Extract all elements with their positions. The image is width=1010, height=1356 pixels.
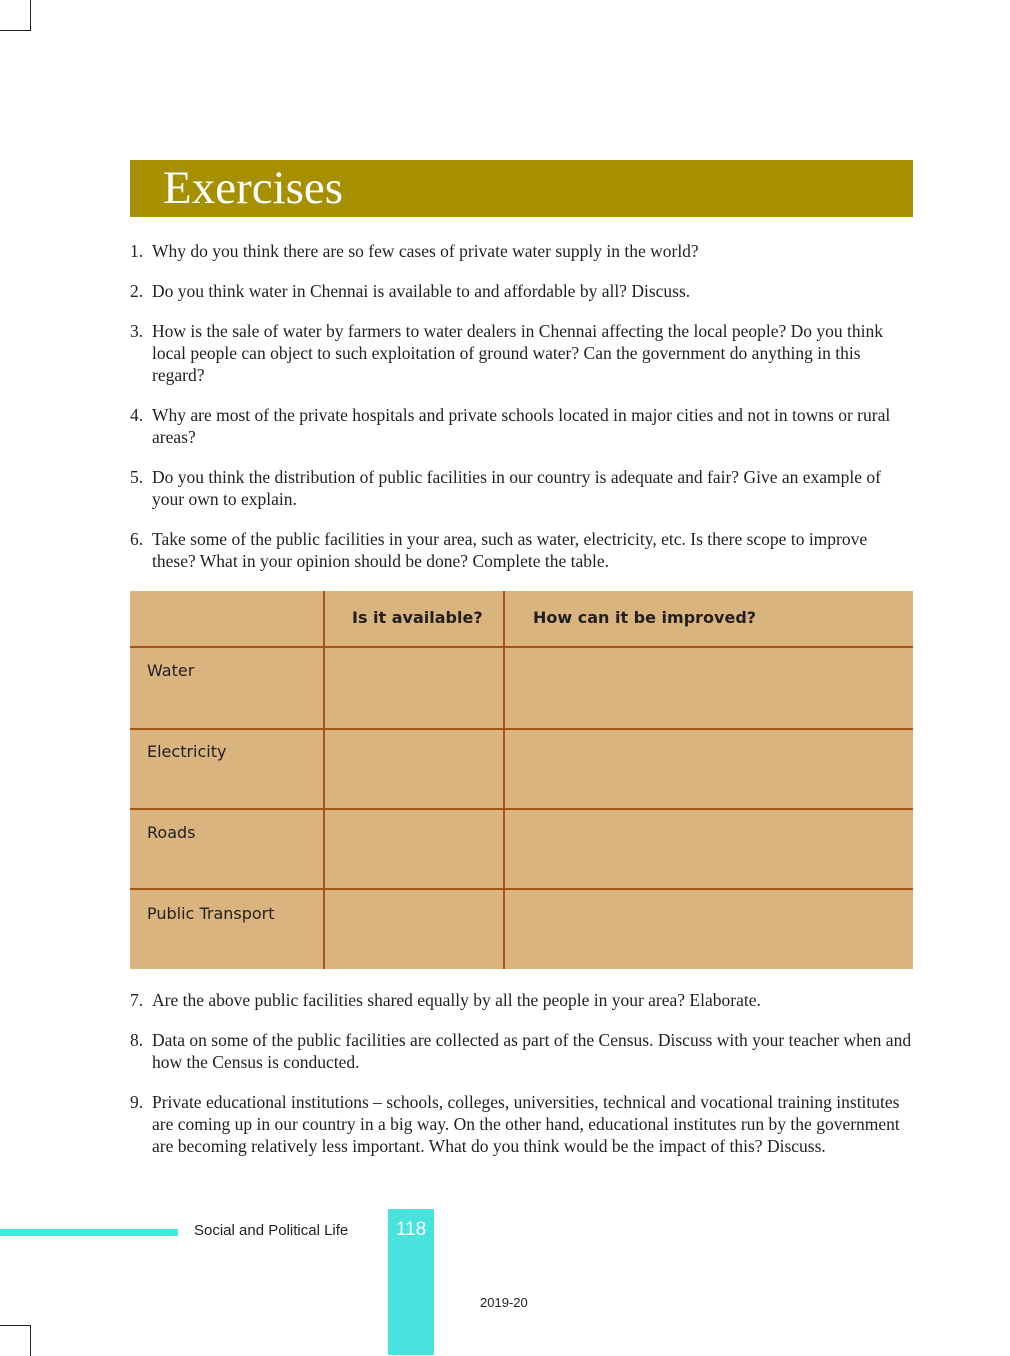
exercise-item [130, 404, 913, 448]
table-row-rule [130, 646, 913, 648]
exercise-number: 6. [130, 529, 144, 549]
exercise-item [130, 528, 913, 572]
table-row-label: Public Transport [147, 904, 275, 923]
exercise-number: 4. [130, 405, 144, 425]
exercise-item [130, 989, 913, 1011]
exercise-text: Do you think the distribution of public facilities in our country is adequate and fair? Give an example of your own to explain. [152, 467, 881, 509]
exercise-list-top [130, 240, 913, 590]
exercise-text: Are the above public facilities shared equally by all the people in your area? Elaborate. [152, 990, 761, 1010]
footer-accent-bar [0, 1229, 178, 1236]
section-title: Exercises [163, 162, 344, 214]
exercise-text: How is the sale of water by farmers to water dealers in Chennai affecting the local people? Do you think local people can object to such exploitation of ground water? Can the government do anything in this regard? [152, 321, 884, 385]
exercise-number: 2. [130, 281, 144, 301]
exercise-number: 7. [130, 990, 144, 1010]
exercise-item [130, 320, 913, 386]
exercise-number: 3. [130, 321, 144, 341]
section-banner [130, 160, 913, 217]
table-header-availability: Is it available? [352, 608, 483, 627]
crop-mark-top [0, 0, 31, 31]
exercise-text: Do you think water in Chennai is available to and affordable by all? Discuss. [152, 281, 691, 301]
table-row-label: Roads [147, 823, 196, 842]
exercise-text: Why do you think there are so few cases of private water supply in the world? [152, 241, 699, 261]
exercise-item [130, 280, 913, 302]
exercise-number: 8. [130, 1030, 144, 1050]
exercise-text: Take some of the public facilities in your area, such as water, electricity, etc. Is there scope to improve these? What in your opinion should be done? Complete the table. [152, 529, 868, 571]
table-row-rule [130, 808, 913, 810]
crop-mark-bottom [0, 1325, 31, 1356]
page-number: 118 [395, 1219, 427, 1240]
page-number-tab [388, 1209, 434, 1355]
exercise-text: Why are most of the private hospitals and private schools located in major cities and not in towns or rural areas? [152, 405, 891, 447]
exercise-list-bottom [130, 989, 913, 1175]
exercise-number: 1. [130, 241, 144, 261]
exercise-text: Private educational institutions – schools, colleges, universities, technical and vocational training institutes are coming up in our country in a big way. On the other hand, educational institutes run by the government are becoming relatively less important. What do you think would be the impact of this? Discuss. [152, 1092, 900, 1156]
table-row-rule [130, 888, 913, 890]
exercise-number: 9. [130, 1092, 144, 1112]
table-row-label: Water [147, 661, 195, 680]
exercise-text: Data on some of the public facilities are collected as part of the Census. Discuss with your teacher when and how the Census is conducted. [152, 1030, 912, 1072]
edition-year: 2019-20 [480, 1295, 528, 1310]
exercise-item [130, 1091, 913, 1157]
exercise-number: 5. [130, 467, 144, 487]
exercise-item [130, 1029, 913, 1073]
book-title: Social and Political Life [194, 1222, 349, 1239]
exercise-item [130, 240, 913, 262]
table-header-improvement: How can it be improved? [533, 608, 757, 627]
facilities-table [130, 591, 913, 969]
table-row-label: Electricity [147, 742, 227, 761]
table-row-rule [130, 728, 913, 730]
exercise-item [130, 466, 913, 510]
